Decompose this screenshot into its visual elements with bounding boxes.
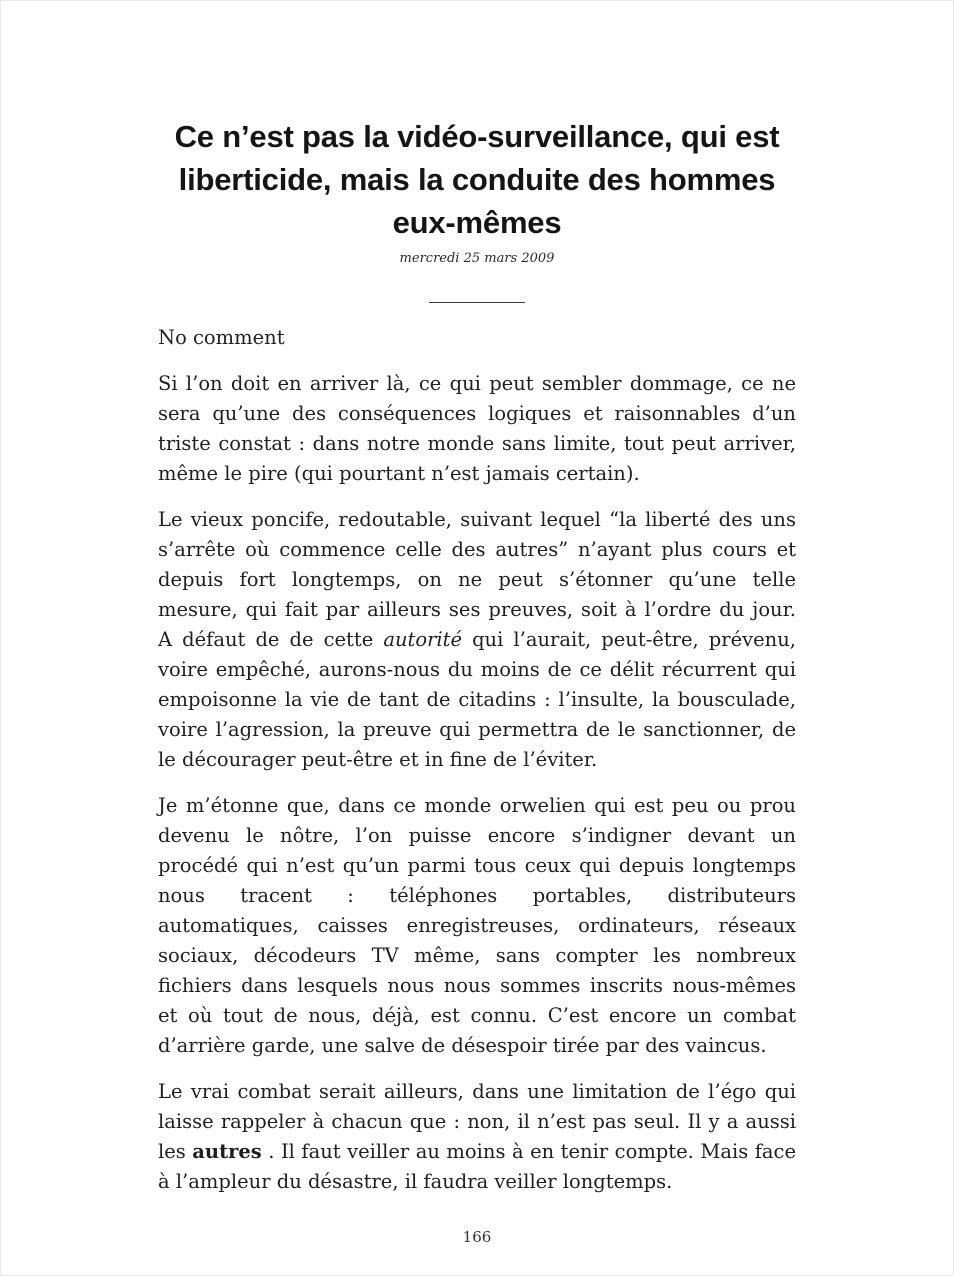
- paragraph-segment: autres: [192, 1140, 262, 1164]
- separator-rule: [429, 302, 525, 303]
- paragraph-segment: Le vieux poncife, redoutable, suivant lequel “la liberté des uns s’arrête où commence celle des autres” n’ayant plus cours et depuis fort longtemps, on ne peut s’étonner qu’une telle mesure, qui fait par ailleurs ses preuves, soit à l’ordre du jour. A défaut de de cette: [158, 508, 796, 652]
- paragraph: [158, 791, 796, 1061]
- paragraph-segment: Si l’on doit en arriver là, ce qui peut sembler dommage, ce ne sera qu’une des conséquences logiques et raisonnables d’un triste constat : dans notre monde sans limite, tout peut arriver, même le pire (qui pourtant n’est jamais certain).: [158, 372, 796, 486]
- article: [158, 0, 796, 1197]
- paragraph-segment: Je m’étonne que, dans ce monde orwelien qui est peu ou prou devenu le nôtre, l’on puisse encore s’indigner devant un procédé qui n’est qu’un parmi tous ceux qui depuis longtemps nous tracent : téléphones portables, distributeurs automatiques, caisses enregistreuses, ordinateurs, réseaux sociaux, décodeurs TV même, sans compter les nombreux fichiers dans lesquels nous nous sommes inscrits nous-mêmes et où tout de nous, déjà, est connu. C’est encore un combat d’arrière garde, une salve de désespoir tirée par des vaincus.: [158, 794, 796, 1058]
- paragraph-segment: Le vrai combat serait ailleurs, dans une limitation de l’égo qui laisse rappeler à chacun que : non, il n’est pas seul. Il y a aussi les: [158, 1080, 796, 1164]
- article-date: mercredi 25 mars 2009: [399, 251, 555, 267]
- paragraph-segment: autorité: [383, 628, 463, 652]
- lead-text: No comment: [158, 326, 285, 350]
- paragraph: [158, 369, 796, 489]
- paragraph-segment: qui l’aurait, peut-être, prévenu, voire empêché, aurons-nous du moins de ce délit récurrent qui empoisonne la vie de tant de citadins : l’insulte, la bousculade, voire l’agression, la preuve qui permettra de le sanctionner, de le décourager peut-être et in fine de l’éviter.: [158, 628, 796, 772]
- article-paragraphs: [158, 369, 796, 1197]
- paragraph-segment: . Il faut veiller au moins à en tenir compte. Mais face à l’ampleur du désastre, il faudra veiller longtemps.: [158, 1140, 796, 1194]
- article-title: Ce n’est pas la vidéo-surveillance, qui est liberticide, mais la conduite des hommes eux-mêmes: [174, 119, 780, 240]
- paragraph: [158, 1077, 796, 1197]
- paragraph: [158, 505, 796, 775]
- page-number: 166: [462, 1228, 492, 1246]
